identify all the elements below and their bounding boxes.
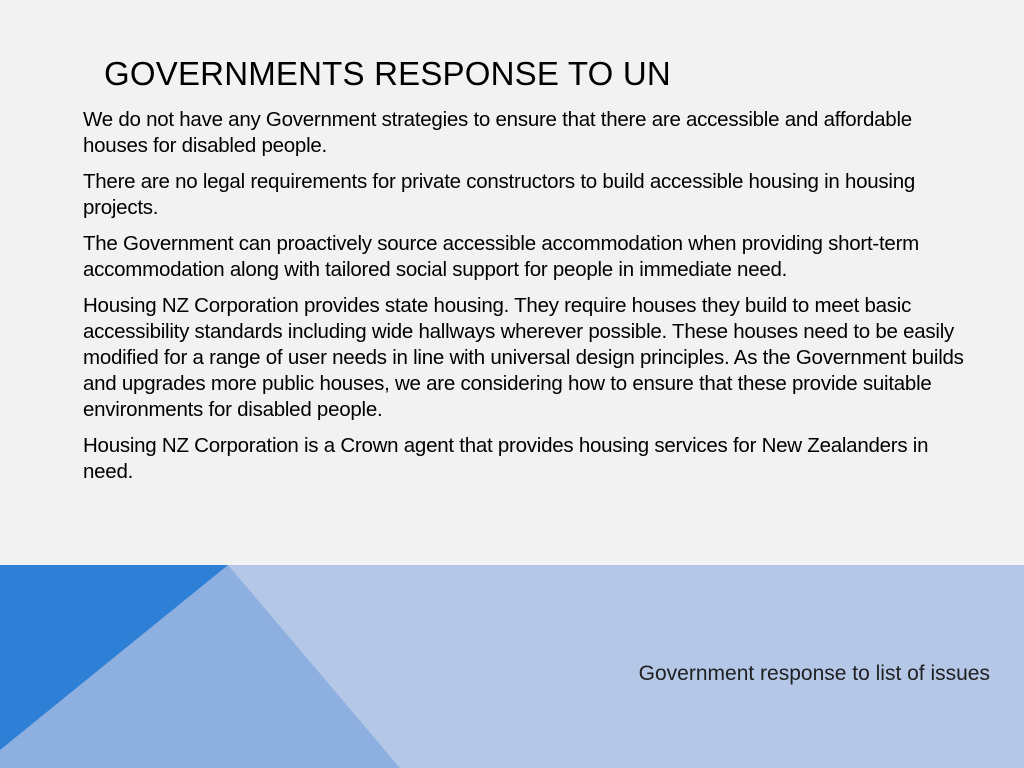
- footer-caption: Government response to list of issues: [638, 662, 990, 685]
- paragraph: We do not have any Government strategies to ensure that there are accessible and affordable houses for disabled people.: [83, 108, 912, 157]
- paragraph: Housing NZ Corporation is a Crown agent that provides housing services for New Zealanders in need.: [83, 434, 929, 483]
- paragraph: Housing NZ Corporation provides state housing. They require houses they build to meet basic accessibility standards including wide hallways wherever possible. These houses need to be easily modified for a range of user needs in line with universal design principles. As the Government builds and upgrades more public houses, we are considering how to ensure that these provide suitable environments for disabled people.: [83, 294, 964, 421]
- slide-body: [83, 107, 978, 495]
- paragraph: There are no legal requirements for private constructors to build accessible housing in housing projects.: [83, 170, 916, 219]
- slide-title: GOVERNMENTS RESPONSE TO UN: [104, 55, 671, 92]
- paragraph: The Government can proactively source accessible accommodation when providing short-term accommodation along with tailored social support for people in immediate need.: [83, 232, 919, 281]
